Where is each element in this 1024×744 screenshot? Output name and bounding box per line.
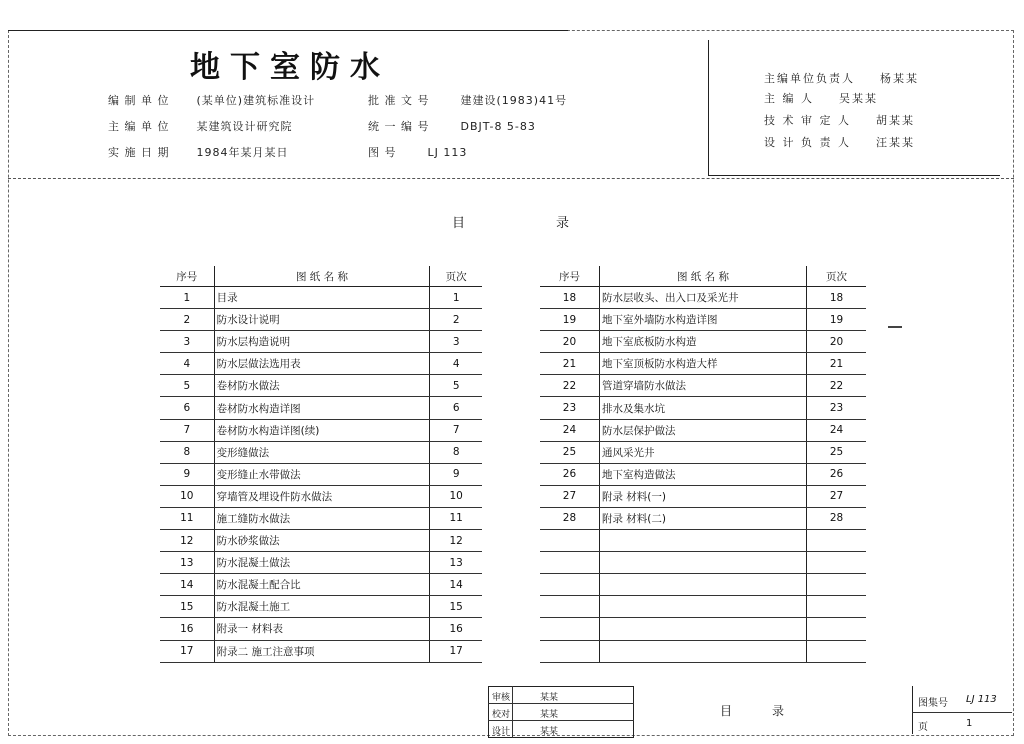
signature-name: 吴某某 bbox=[839, 92, 878, 105]
row-name: 附录 材料(二) bbox=[599, 507, 806, 529]
row-page: 7 bbox=[430, 419, 482, 441]
table-row bbox=[540, 419, 866, 441]
row-page: 26 bbox=[807, 463, 867, 485]
info-value: 某建筑设计研究院 bbox=[196, 120, 293, 133]
row-number: 9 bbox=[160, 463, 214, 485]
row-number: 5 bbox=[160, 375, 214, 397]
row-number: 1 bbox=[160, 287, 214, 309]
row-page: 2 bbox=[430, 309, 482, 331]
col-header-no: 序号 bbox=[160, 266, 214, 287]
table-row bbox=[160, 287, 482, 309]
tb-name: 某某 bbox=[540, 727, 559, 737]
table-row bbox=[160, 331, 482, 353]
toc-heading-left: 目 bbox=[452, 216, 466, 231]
row-name: 附录二 施工注意事项 bbox=[214, 640, 430, 662]
row-name: 防水层保护做法 bbox=[599, 419, 806, 441]
table-row bbox=[160, 552, 482, 574]
row-name: 地下室底板防水构造 bbox=[599, 331, 806, 353]
tb-name: 某某 bbox=[540, 693, 559, 703]
info-row bbox=[368, 144, 467, 160]
signature-label: 主编单位负责人 bbox=[764, 72, 855, 85]
row-page: 4 bbox=[430, 353, 482, 375]
row-number: 7 bbox=[160, 419, 214, 441]
table-row bbox=[540, 353, 866, 375]
tb-name: 某某 bbox=[540, 710, 559, 720]
row-page: 17 bbox=[430, 640, 482, 662]
table-row bbox=[540, 463, 866, 485]
table-row bbox=[160, 463, 482, 485]
row-page: 28 bbox=[807, 507, 867, 529]
row-number bbox=[540, 596, 599, 618]
info-label: 实 施 日 期 bbox=[108, 146, 170, 159]
table-row bbox=[540, 397, 866, 419]
divider bbox=[912, 712, 1012, 713]
row-number: 11 bbox=[160, 507, 214, 529]
row-name: 变形缝做法 bbox=[214, 441, 430, 463]
row-name: 防水砂浆做法 bbox=[214, 530, 430, 552]
row-page: 20 bbox=[807, 331, 867, 353]
info-label: 统 一 编 号 bbox=[368, 120, 430, 133]
col-header-name: 图 纸 名 称 bbox=[214, 266, 430, 287]
info-value: DBJT-8 5-83 bbox=[460, 120, 536, 133]
table-row bbox=[160, 419, 482, 441]
col-header-page: 页次 bbox=[430, 266, 482, 287]
divider bbox=[488, 703, 634, 704]
table-row bbox=[160, 397, 482, 419]
row-number bbox=[540, 574, 599, 596]
row-page bbox=[807, 640, 867, 662]
row-number: 4 bbox=[160, 353, 214, 375]
table-row bbox=[540, 640, 866, 662]
row-name: 地下室外墙防水构造详图 bbox=[599, 309, 806, 331]
row-name bbox=[599, 530, 806, 552]
document-title: 地下室防水 bbox=[190, 50, 390, 85]
table-row bbox=[160, 507, 482, 529]
row-number: 13 bbox=[160, 552, 214, 574]
row-page: 11 bbox=[430, 507, 482, 529]
table-row bbox=[540, 287, 866, 309]
row-name: 卷材防水做法 bbox=[214, 375, 430, 397]
page-number: 1 bbox=[966, 718, 973, 729]
atlas-number: LJ 113 bbox=[966, 694, 997, 705]
table-row bbox=[160, 309, 482, 331]
signature-label: 技 术 审 定 人 bbox=[764, 114, 851, 127]
col-header-no: 序号 bbox=[540, 266, 599, 287]
info-row bbox=[108, 118, 293, 134]
row-page: 14 bbox=[430, 574, 482, 596]
info-label: 主 编 单 位 bbox=[108, 120, 170, 133]
row-number: 14 bbox=[160, 574, 214, 596]
row-number: 20 bbox=[540, 331, 599, 353]
row-page: 9 bbox=[430, 463, 482, 485]
row-name: 附录 材料(一) bbox=[599, 485, 806, 507]
toc-header-row bbox=[160, 266, 482, 287]
row-page: 12 bbox=[430, 530, 482, 552]
info-value: 建建设(1983)41号 bbox=[460, 94, 568, 107]
signature-row bbox=[764, 112, 915, 128]
info-value: LJ 113 bbox=[427, 146, 468, 159]
row-name: 防水层收头、出入口及采光井 bbox=[599, 287, 806, 309]
row-page: 24 bbox=[807, 419, 867, 441]
row-page: 25 bbox=[807, 441, 867, 463]
row-number: 8 bbox=[160, 441, 214, 463]
table-row bbox=[540, 596, 866, 618]
row-number: 3 bbox=[160, 331, 214, 353]
row-page: 13 bbox=[430, 552, 482, 574]
row-name: 卷材防水构造详图(续) bbox=[214, 419, 430, 441]
row-page: 18 bbox=[807, 287, 867, 309]
row-number: 16 bbox=[160, 618, 214, 640]
info-value: 1984年某月某日 bbox=[196, 146, 289, 159]
table-row bbox=[160, 375, 482, 397]
table-row bbox=[160, 574, 482, 596]
row-number: 21 bbox=[540, 353, 599, 375]
row-page: 1 bbox=[430, 287, 482, 309]
row-name bbox=[599, 552, 806, 574]
table-row bbox=[540, 375, 866, 397]
info-label: 批 准 文 号 bbox=[368, 94, 430, 107]
tb-label: 校对 bbox=[492, 710, 511, 720]
row-name bbox=[599, 574, 806, 596]
atlas-label: 图集号 bbox=[918, 698, 948, 709]
row-name: 防水混凝土施工 bbox=[214, 596, 430, 618]
row-name: 卷材防水构造详图 bbox=[214, 397, 430, 419]
row-name: 防水层做法选用表 bbox=[214, 353, 430, 375]
row-name: 变形缝止水带做法 bbox=[214, 463, 430, 485]
row-name: 施工缝防水做法 bbox=[214, 507, 430, 529]
row-page: 10 bbox=[430, 485, 482, 507]
table-row bbox=[540, 309, 866, 331]
tb-label: 审核 bbox=[492, 693, 511, 703]
sheet-title: 目录 bbox=[720, 704, 825, 718]
row-page: 23 bbox=[807, 397, 867, 419]
table-row bbox=[160, 618, 482, 640]
row-page: 15 bbox=[430, 596, 482, 618]
row-number: 12 bbox=[160, 530, 214, 552]
row-number bbox=[540, 552, 599, 574]
row-number: 23 bbox=[540, 397, 599, 419]
row-name bbox=[599, 596, 806, 618]
row-name: 防水层构造说明 bbox=[214, 331, 430, 353]
row-page bbox=[807, 552, 867, 574]
row-page: 5 bbox=[430, 375, 482, 397]
row-name: 通风采光井 bbox=[599, 441, 806, 463]
row-page: 22 bbox=[807, 375, 867, 397]
row-number bbox=[540, 530, 599, 552]
table-row bbox=[540, 331, 866, 353]
row-name: 目录 bbox=[214, 287, 430, 309]
signature-name: 胡某某 bbox=[876, 114, 915, 127]
signature-name: 杨某某 bbox=[880, 72, 919, 85]
table-row bbox=[540, 530, 866, 552]
toc-table-right bbox=[540, 266, 866, 663]
row-name: 穿墙管及埋设件防水做法 bbox=[214, 485, 430, 507]
info-row bbox=[108, 92, 315, 108]
row-number: 15 bbox=[160, 596, 214, 618]
row-name: 地下室顶板防水构造大样 bbox=[599, 353, 806, 375]
row-number bbox=[540, 640, 599, 662]
row-page bbox=[807, 596, 867, 618]
table-row bbox=[540, 552, 866, 574]
row-number: 25 bbox=[540, 441, 599, 463]
signature-row bbox=[764, 90, 878, 106]
row-page bbox=[807, 530, 867, 552]
info-label: 图 号 bbox=[368, 146, 397, 159]
info-value: (某单位)建筑标准设计 bbox=[196, 94, 316, 107]
tb-label: 设计 bbox=[492, 727, 511, 737]
info-row bbox=[108, 144, 289, 160]
table-row bbox=[540, 507, 866, 529]
row-name: 地下室构造做法 bbox=[599, 463, 806, 485]
row-page bbox=[807, 574, 867, 596]
signature-box bbox=[708, 40, 1000, 176]
page-label: 页 bbox=[918, 722, 928, 733]
row-page: 27 bbox=[807, 485, 867, 507]
info-row bbox=[368, 92, 567, 108]
row-name: 附录一 材料表 bbox=[214, 618, 430, 640]
table-row bbox=[160, 530, 482, 552]
row-page: 19 bbox=[807, 309, 867, 331]
row-number: 2 bbox=[160, 309, 214, 331]
table-row bbox=[540, 441, 866, 463]
col-header-page: 页次 bbox=[807, 266, 867, 287]
row-number bbox=[540, 618, 599, 640]
row-number: 19 bbox=[540, 309, 599, 331]
row-page: 8 bbox=[430, 441, 482, 463]
row-number: 10 bbox=[160, 485, 214, 507]
row-page: 6 bbox=[430, 397, 482, 419]
row-name: 管道穿墙防水做法 bbox=[599, 375, 806, 397]
toc-heading-right: 录 bbox=[556, 216, 570, 231]
table-row bbox=[540, 485, 866, 507]
table-row bbox=[540, 574, 866, 596]
row-page: 3 bbox=[430, 331, 482, 353]
row-name: 排水及集水坑 bbox=[599, 397, 806, 419]
row-name: 防水设计说明 bbox=[214, 309, 430, 331]
row-name bbox=[599, 640, 806, 662]
row-page: 21 bbox=[807, 353, 867, 375]
row-number: 27 bbox=[540, 485, 599, 507]
row-number: 26 bbox=[540, 463, 599, 485]
col-header-name: 图 纸 名 称 bbox=[599, 266, 806, 287]
info-row bbox=[368, 118, 536, 134]
row-number: 28 bbox=[540, 507, 599, 529]
margin-mark bbox=[888, 326, 902, 328]
table-row bbox=[160, 596, 482, 618]
signature-name: 汪某某 bbox=[876, 136, 915, 149]
row-name: 防水混凝土配合比 bbox=[214, 574, 430, 596]
signature-label: 设 计 负 责 人 bbox=[764, 136, 851, 149]
row-number: 18 bbox=[540, 287, 599, 309]
divider bbox=[488, 720, 634, 721]
toc-table-left bbox=[160, 266, 482, 663]
row-number: 17 bbox=[160, 640, 214, 662]
row-number: 6 bbox=[160, 397, 214, 419]
row-name bbox=[599, 618, 806, 640]
info-label: 编 制 单 位 bbox=[108, 94, 170, 107]
toc-header-row bbox=[540, 266, 866, 287]
row-number: 24 bbox=[540, 419, 599, 441]
row-page bbox=[807, 618, 867, 640]
row-page: 16 bbox=[430, 618, 482, 640]
header-separator bbox=[8, 178, 1014, 179]
signature-label: 主 编 人 bbox=[764, 92, 814, 105]
row-name: 防水混凝土做法 bbox=[214, 552, 430, 574]
divider bbox=[512, 686, 513, 738]
top-rule bbox=[8, 30, 568, 31]
signature-row bbox=[764, 134, 915, 150]
table-row bbox=[160, 353, 482, 375]
signature-row bbox=[764, 70, 919, 86]
table-row bbox=[160, 485, 482, 507]
table-row bbox=[160, 640, 482, 662]
table-row bbox=[160, 441, 482, 463]
row-number: 22 bbox=[540, 375, 599, 397]
table-row bbox=[540, 618, 866, 640]
